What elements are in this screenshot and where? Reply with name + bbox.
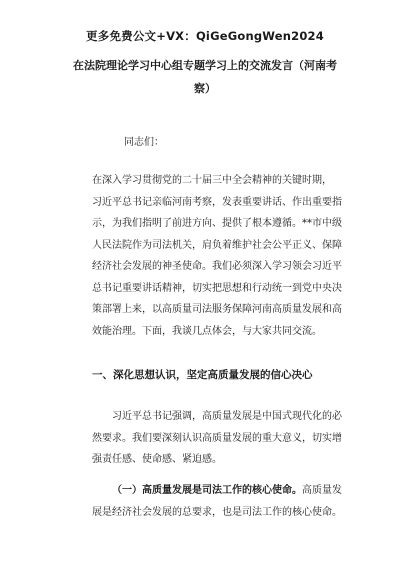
paragraph-line: 总书记重要讲话精神，切实把思想和行动统一到党中央决 <box>92 282 342 294</box>
subheading-bold: （一）高质量发展是司法工作的核心使命。 <box>112 485 302 496</box>
salutation: 同志们： <box>124 137 164 148</box>
document-title-line-2: 察） <box>194 82 216 95</box>
paragraph-line: 习近平总书记亲临河南考察，发表重要讲话、作出重要指 <box>92 196 342 208</box>
paragraph-section1-intro <box>92 406 358 471</box>
section-heading-1: 一、深化思想认识，坚定高质量发展的信心决心 <box>92 369 313 381</box>
paragraph-line: 习近平总书记强调，高质量发展是中国式现代化的必 <box>112 411 342 422</box>
paragraph-line: 展是经济社会发展的总要求，也是司法工作的核心使命。 <box>92 506 342 518</box>
paragraph-line: 策部署上来，以高质量司法服务保障河南高质量发展和高 <box>92 304 342 315</box>
paragraph-line: 在深入学习贯彻党的二十届三中全会精神的关键时期， <box>92 175 332 186</box>
document-title-line-1: 在法院理论学习中心组专题学习上的交流发言（河南考 <box>73 59 337 72</box>
subheading-continuation: 高质量发 <box>302 485 342 496</box>
paragraph-line: 强责任感、使命感、紧迫感。 <box>92 454 222 465</box>
paragraph-intro <box>92 170 358 342</box>
paragraph-line: 示，为我们指明了前进方向、提供了根本遵循。**市中级 <box>92 218 342 229</box>
paragraph-line: 经济社会发展的神圣使命。我们必须深入学习领会习近平 <box>92 261 342 272</box>
header-watermark-text: 更多免费公文+VX：QiGeGongWen2024 <box>86 29 324 43</box>
paragraph-line: 人民法院作为司法机关，肩负着维护社会公平正义、保障 <box>92 239 342 251</box>
paragraph-line <box>92 480 358 502</box>
paragraph-subsection-1 <box>92 480 358 523</box>
paragraph-line: 效能治理。下面，我谈几点体会，与大家共同交流。 <box>92 325 322 337</box>
paragraph-line: 然要求。我们要深刻认识高质量发展的重大意义，切实增 <box>92 432 342 444</box>
